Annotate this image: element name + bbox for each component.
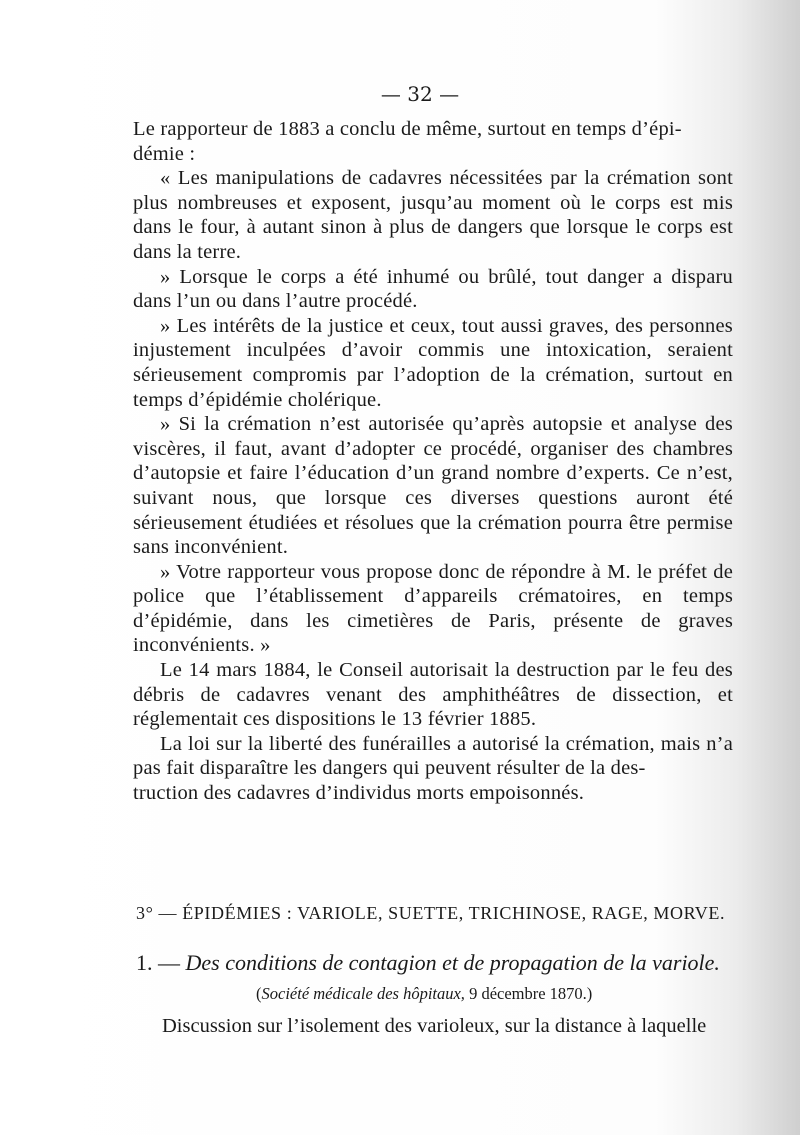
paragraph-2: « Les manipulations de cadavres nécessitées par la crémation sont plus nombreuses et exposent, jusqu’au moment où le corps est mis dans le four, à autant sinon à plus de dangers que lorsque le corps est dans la terre.	[133, 167, 733, 263]
subsection-heading	[136, 950, 736, 976]
paragraph-5: » Si la crémation n’est autorisée qu’après autopsie et analyse des viscères, il faut, avant d’adopter ce procédé, organiser des chambres d’autopsie et faire l’éducation d’un grand nombre d’experts. Ce n’est, suivant nous, que lorsque ces diverses questions auront été sérieusement étudiées et résolues que la crémation pourra être permise sans inconvénient.	[133, 413, 733, 559]
source-date: 9 décembre 1870.)	[469, 984, 593, 1003]
paragraph-6: » Votre rapporteur vous propose donc de répondre à M. le préfet de police que l’établissement d’appareils crématoires, en temps d’épidémie, dans les cimetières de Paris, présente de graves inconvénients. »	[133, 560, 733, 657]
source-open: (	[256, 984, 262, 1003]
source-citation	[256, 984, 736, 1004]
body-text	[133, 117, 733, 806]
continuation-text: Discussion sur l’isolement des varioleux, sur la distance à laquelle	[162, 1015, 707, 1037]
subsection-title: Des conditions de contagion et de propagation de la variole.	[185, 950, 720, 975]
paragraph-7: Le 14 mars 1884, le Conseil autorisait la destruction par le feu des débris de cadavres venant des amphithéâtres de dissection, et réglementait ces dispositions le 13 février 1885.	[133, 659, 733, 731]
paragraph-8: La loi sur la liberté des funérailles a autorisé la crémation, mais n’a pas fait disparaître les dangers qui peuvent résulter de la des- truction des cadavres d’individus morts empoisonnés.	[133, 732, 733, 805]
page-number: — 32 —	[380, 82, 460, 106]
paragraph-1: Le rapporteur de 1883 a conclu de même, surtout en temps d’épi- démie :	[133, 118, 682, 165]
paragraph-4: » Les intérêts de la justice et ceux, tout aussi graves, des personnes injustement inculpées d’avoir commis une intoxication, seraient sérieusement compromis par l’adoption de la crémation, surtout en temps d’épidémie cholérique.	[133, 314, 733, 411]
section-heading: 3° — ÉPIDÉMIES : VARIOLE, SUETTE, TRICHINOSE, RAGE, MORVE.	[136, 903, 726, 923]
paragraph-3: » Lorsque le corps a été inhumé ou brûlé, tout danger a disparu dans l’un ou dans l’autre procédé.	[133, 265, 733, 313]
subsection-number: 1. —	[136, 950, 180, 975]
source-society: Société médicale des hôpitaux,	[261, 984, 465, 1003]
